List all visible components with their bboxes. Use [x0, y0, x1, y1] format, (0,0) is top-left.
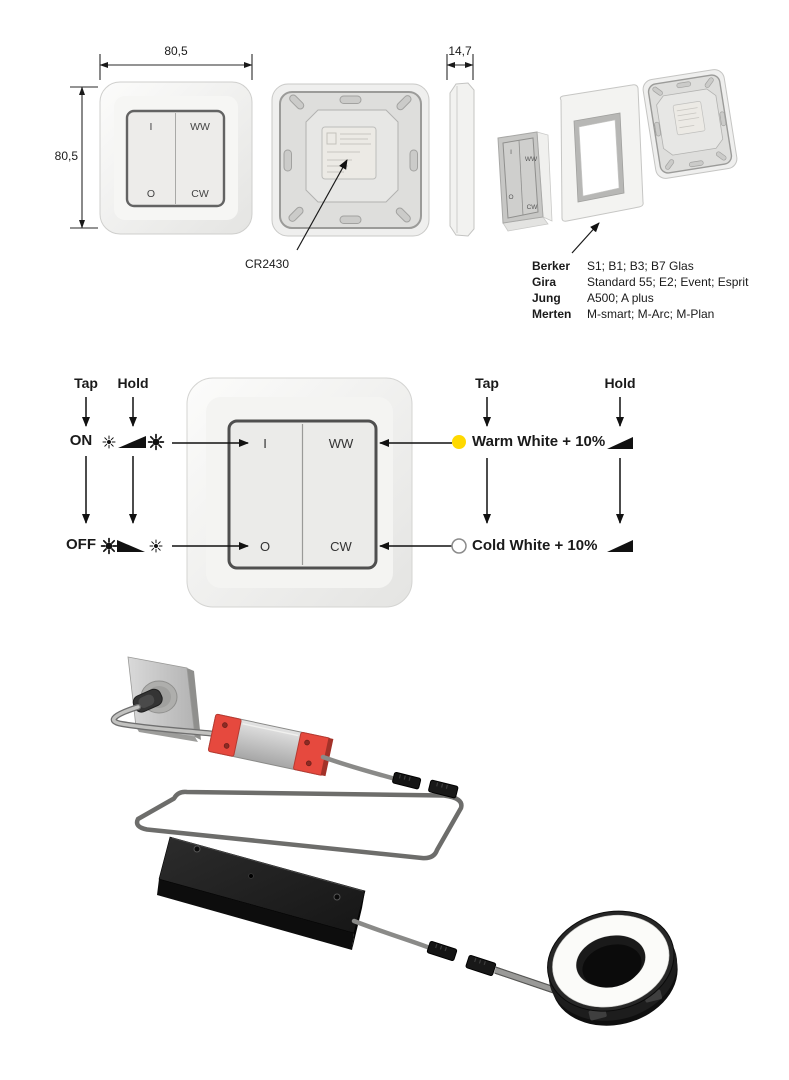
switch-label-cw: CW — [330, 539, 352, 554]
device-label — [322, 127, 376, 179]
frame-compatibility-list — [532, 258, 748, 322]
mini-label-i: I — [510, 149, 512, 156]
mini-label-ww: WW — [524, 156, 538, 163]
frame-row — [532, 290, 748, 306]
tap-header-left: Tap — [74, 375, 98, 391]
front-view — [100, 82, 252, 234]
switch-label-i: I — [263, 436, 267, 451]
dim-down-icon — [102, 539, 162, 554]
ramp-up-icon — [607, 437, 633, 449]
frame-brand: Berker — [532, 259, 571, 273]
driver-output-cable — [354, 921, 430, 948]
frame-models: A500; A plus — [587, 291, 654, 305]
dim-width-label: 80,5 — [164, 44, 188, 58]
off-label: OFF — [66, 536, 96, 553]
hold-header-right: Hold — [604, 375, 636, 391]
functions-switch — [187, 378, 412, 607]
ramp-up-icon — [607, 540, 633, 552]
tap-header-right: Tap — [475, 375, 499, 391]
front-label-cw: CW — [191, 188, 209, 200]
exploded-view — [498, 68, 738, 253]
frame-arrow-icon — [572, 223, 599, 253]
exploded-frame — [560, 85, 643, 221]
battery-label: CR2430 — [245, 257, 290, 271]
front-label-i: I — [149, 121, 153, 133]
mini-label-o: O — [508, 194, 514, 201]
frame-models: Standard 55; E2; Event; Esprit — [587, 275, 749, 289]
frame-brand: Merten — [532, 307, 572, 321]
exploded-back-plate — [642, 68, 739, 180]
switch-label-o: O — [259, 539, 271, 554]
back-view — [272, 84, 429, 236]
frame-models: M-smart; M-Arc; M-Plan — [587, 307, 715, 321]
dim-depth-label: 14,7 — [448, 44, 472, 58]
warm-white-dot-icon — [452, 435, 466, 449]
cable-connector-pair — [427, 941, 557, 994]
sun-dim-icon — [150, 540, 162, 552]
warm-white-label: Warm White + 10% — [472, 433, 606, 450]
psu-output-cable — [323, 757, 392, 778]
hold-header-left: Hold — [117, 375, 149, 391]
system-illustration — [114, 657, 690, 1039]
led-ring-light — [536, 898, 689, 1039]
on-label: ON — [69, 432, 93, 449]
power-supply-unit — [208, 714, 333, 776]
dim-up-icon — [103, 435, 163, 450]
front-label-ww: WW — [190, 121, 210, 133]
dim-height-label: 80,5 — [54, 149, 78, 163]
frame-models: S1; B1; B3; B7 Glas — [587, 259, 694, 273]
led-driver-box — [157, 837, 365, 950]
switch-label-ww: WW — [328, 436, 354, 451]
frame-brand: Gira — [532, 275, 557, 289]
frame-row — [532, 274, 748, 290]
wall-socket-with-plug — [114, 657, 216, 742]
cold-white-label: Cold White + 10% — [472, 537, 598, 554]
sun-bright-icon — [149, 435, 164, 450]
exploded-switch-module — [498, 132, 552, 231]
frame-row — [532, 306, 748, 322]
mini-label-cw: CW — [526, 204, 538, 211]
frame-row — [532, 258, 748, 274]
front-label-o: O — [146, 188, 156, 200]
sun-dim-icon — [103, 436, 115, 448]
frame-brand: Jung — [532, 291, 561, 305]
cold-white-dot-icon — [452, 539, 466, 553]
side-view — [450, 83, 474, 236]
